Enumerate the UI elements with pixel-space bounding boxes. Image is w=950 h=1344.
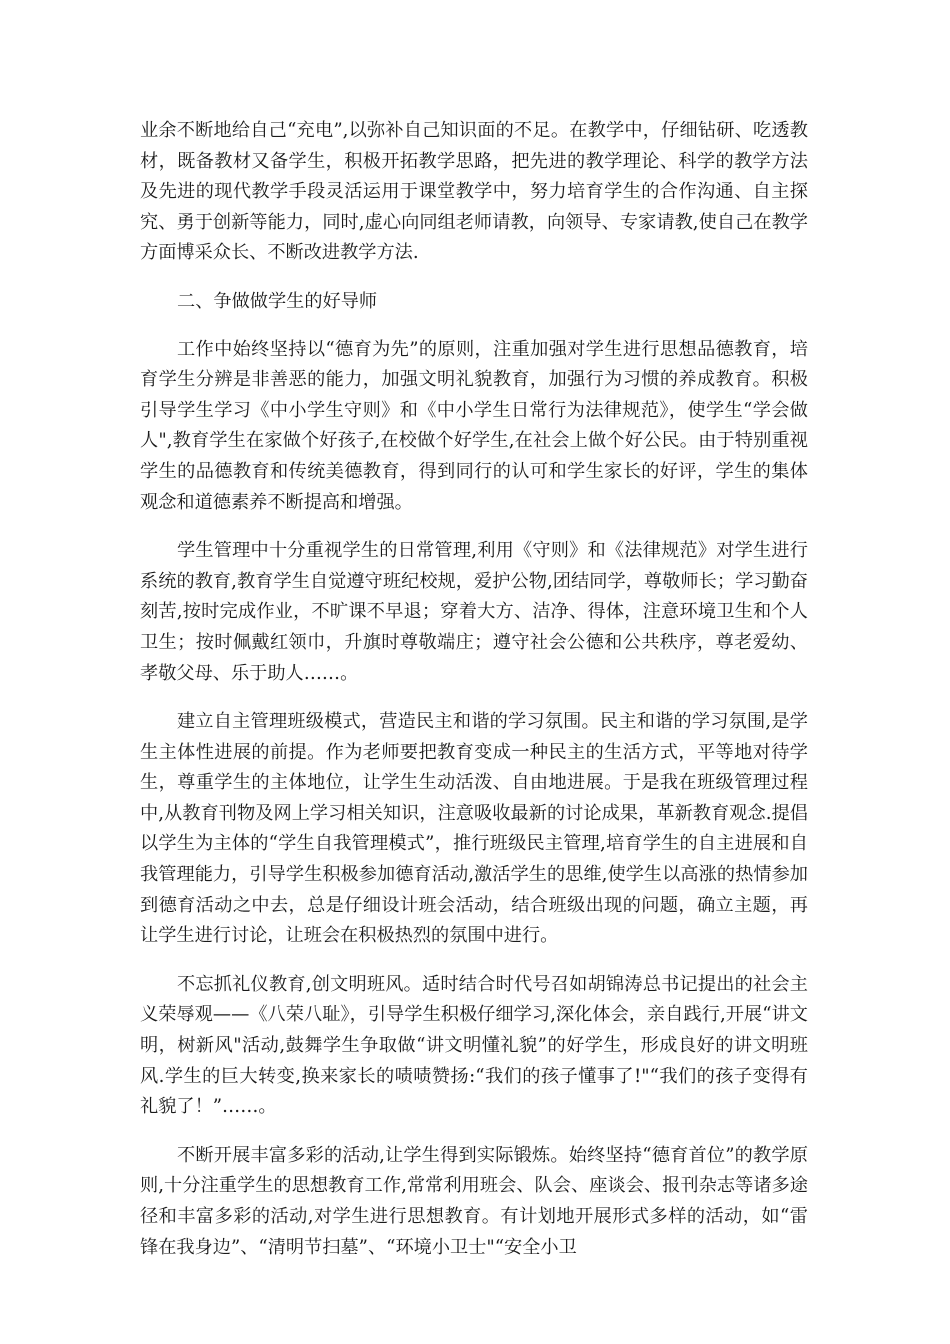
paragraph-moral-education: 工作中始终坚持以“德育为先”的原则，注重加强对学生进行思想品德教育，培育学生分辨是非善恶的能力，加强文明礼貌教育，加强行为习惯的养成教育。积极引导学生学习《中小学生守则》和《中小学生日常行为法律规范》，使学生“学会做人",教育学生在家做个好孩子,在校做个好学生,在社会上做个好公民。由于特别重视学生的品德教育和传统美德教育，得到同行的认可和学生家长的好评，学生的集体观念和道德素养不断提高和增强。 xyxy=(140,338,808,513)
paragraph-continuation: 业余不断地给自己“充电”,以弥补自己知识面的不足。在教学中，仔细钻研、吃透教材，既备教材又备学生，积极开拓教学思路，把先进的教学理论、科学的教学方法及先进的现代教学手段灵活运用于课堂教学中，努力培育学生的合作沟通、自主探究、勇于创新等能力，同时,虚心向同组老师请教，向领导、专家请教,使自己在教学方面博采众长、不断改进教学方法. xyxy=(140,120,808,264)
paragraph-etiquette: 不忘抓礼仪教育,创文明班风。适时结合时代号召如胡锦涛总书记提出的社会主义荣辱观——《八荣八耻》，引导学生积极仔细学习,深化体会，亲自践行,开展“讲文明，树新风"活动,鼓舞学生争取做“讲文明懂礼貌”的好学生，形成良好的讲文明班风.学生的巨大转变,换来家长的啧啧赞扬:“我们的孩子懂事了!"“我们的孩子变得有礼貌了！”……。 xyxy=(140,973,808,1118)
paragraph-activities: 不断开展丰富多彩的活动,让学生得到实际锻炼。始终坚持“德育首位”的教学原则,十分注重学生的思想教育工作,常常利用班会、队会、座谈会、报刊杂志等诸多途径和丰富多彩的活动,对学生进行思想教育。有计划地开展形式多样的活动，如“雷锋在我身边”、“清明节扫墓”、“环境小卫士"“安全小卫 xyxy=(140,1144,808,1258)
paragraph-daily-management: 学生管理中十分重视学生的日常管理,利用《守则》和《法律规范》对学生进行系统的教育,教育学生自觉遵守班纪校规，爱护公物,团结同学，尊敬师长；学习勤奋刻苦,按时完成作业，不旷课不早退；穿着大方、洁净、得体，注意环境卫生和个人卫生；按时佩戴红领巾，升旗时尊敬端庄；遵守社会公德和公共秩序，尊老爱幼、孝敬父母、乐于助人……。 xyxy=(140,540,808,684)
paragraph-self-management: 建立自主管理班级模式，营造民主和谐的学习氛围。民主和谐的学习氛围,是学生主体性进展的前提。作为老师要把教育变成一种民主的生活方式，平等地对待学生，尊重学生的主体地位，让学生生动活泼、自由地进展。于是我在班级管理过程中,从教育刊物及网上学习相关知识，注意吸收最新的讨论成果，革新教育观念.提倡以学生为主体的“学生自我管理模式”，推行班级民主管理,培育学生的自主进展和自我管理能力，引导学生积极参加德育活动,激活学生的思维,使学生以高涨的热情参加到德育活动之中去，总是仔细设计班会活动，结合班级出现的问题，确立主题，再让学生进行讨论，让班会在积极热烈的氛围中进行。 xyxy=(140,711,808,947)
document-body xyxy=(140,116,808,1281)
section-heading: 二、争做做学生的好导师 xyxy=(177,290,378,312)
